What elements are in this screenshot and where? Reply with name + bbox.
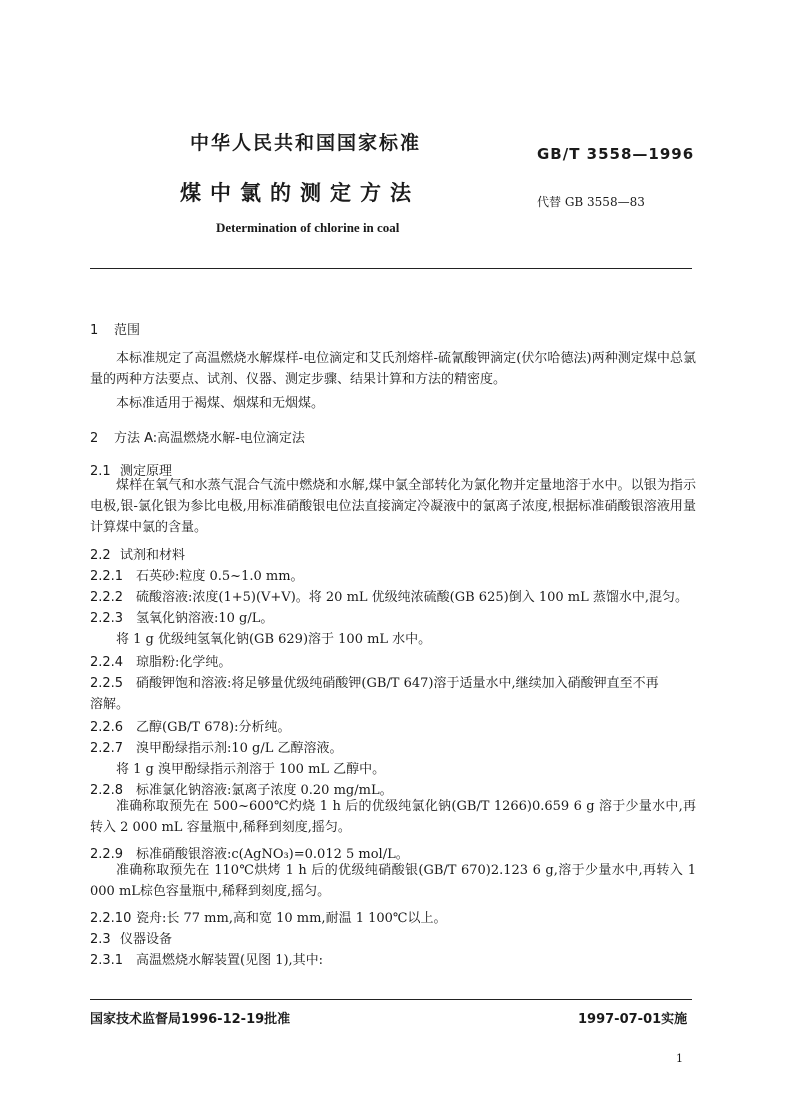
item-text: 高温燃烧水解装置(见图 1),其中: [136, 953, 324, 968]
item-number: 2.2.6 [90, 720, 124, 735]
item-number: 2.2.4 [90, 655, 124, 670]
item-2-2-5-continuation: 溶解。 [90, 697, 130, 712]
item-2-2-3-detail: 将 1 g 优级纯氢氧化钠(GB 629)溶于 100 mL 水中。 [116, 632, 432, 647]
item-2-2-4 [90, 651, 231, 670]
page-number: 1 [676, 1052, 683, 1065]
item-number: 2.2.2 [90, 590, 124, 605]
section-2-heading [90, 427, 305, 446]
item-2-2-6 [90, 716, 290, 735]
section-title: 仪器设备 [120, 932, 173, 947]
section-1-heading [90, 319, 140, 338]
item-text: 标准氯化钠溶液:氯离子浓度 0.20 mg/mL。 [136, 783, 393, 798]
standard-type-heading: 中华人民共和国国家标准 [190, 132, 422, 154]
item-text: 溴甲酚绿指示剂:10 g/L 乙醇溶液。 [136, 741, 343, 756]
section-number: 2 [90, 431, 99, 446]
item-2-2-9-detail: 准确称取预先在 110℃烘烤 1 h 后的优级纯硝酸银(GB/T 670)2.123 6 g,溶于少量水中,再转入 1 000 mL棕色容量瓶中,稀释到刻度,摇匀。 [90, 863, 696, 899]
section-title: 范围 [114, 323, 141, 338]
section-number: 2.2 [90, 548, 111, 563]
item-2-2-3 [90, 607, 273, 626]
item-text: 硝酸钾饱和溶液:将足够量优级纯硝酸钾(GB/T 647)溶于适量水中,继续加入硝酸钾直至不再 [136, 676, 659, 691]
item-2-2-1 [90, 565, 304, 584]
english-title: Determination of chlorine in coal [216, 220, 400, 235]
section-title: 测定原理 [120, 464, 173, 479]
section-2-2-heading [90, 544, 185, 563]
header-divider [90, 268, 692, 269]
section-2-3-heading [90, 928, 172, 947]
document-title: 煤中氯的测定方法 [180, 181, 420, 205]
item-number: 2.2.5 [90, 676, 124, 691]
item-2-3-1 [90, 949, 323, 968]
item-2-2-5 [90, 672, 659, 691]
section-1-paragraph-2: 本标准适用于褐煤、烟煤和无烟煤。 [116, 396, 325, 411]
item-number: 2.2.3 [90, 611, 124, 626]
item-number: 2.3.1 [90, 953, 124, 968]
section-title: 试剂和材料 [120, 548, 186, 563]
item-number: 2.2.10 [90, 911, 132, 926]
implementation-date: 1997-07-01实施 [578, 1012, 688, 1027]
item-2-2-7 [90, 737, 343, 756]
item-2-2-10 [90, 907, 446, 926]
item-2-2-2 [90, 586, 688, 605]
section-1-paragraph-1: 本标准规定了高温燃烧水解煤样-电位滴定和艾氏剂熔样-硫氰酸钾滴定(伏尔哈德法)两种测定煤中总氯量的两种方法要点、试剂、仪器、测定步骤、结果计算和方法的精密度。 [90, 351, 696, 387]
item-text: 石英砂:粒度 0.5~1.0 mm。 [136, 569, 304, 584]
replaces-note: 代替 GB 3558—83 [537, 195, 645, 209]
item-number: 2.2.9 [90, 847, 124, 862]
item-text: 硫酸溶液:浓度(1+5)(V+V)。将 20 mL 优级纯浓硫酸(GB 625)倒入 100 mL 蒸馏水中,混匀。 [136, 590, 688, 605]
item-text: 标准硝酸银溶液:c(AgNO₃)=0.012 5 mol/L。 [136, 847, 409, 862]
section-number: 2.1 [90, 464, 111, 479]
standard-code: GB/T 3558—1996 [537, 145, 695, 163]
item-2-2-7-detail: 将 1 g 溴甲酚绿指示剂溶于 100 mL 乙醇中。 [116, 762, 386, 777]
section-title: 方法 A:高温燃烧水解-电位滴定法 [114, 431, 305, 446]
item-number: 2.2.1 [90, 569, 124, 584]
item-text: 琼脂粉:化学纯。 [136, 655, 232, 670]
item-number: 2.2.8 [90, 783, 124, 798]
section-number: 1 [90, 323, 99, 338]
item-text: 氢氧化钠溶液:10 g/L。 [136, 611, 274, 626]
approval-date: 国家技术监督局1996-12-19批准 [90, 1012, 291, 1027]
footer-divider [90, 999, 692, 1000]
item-text: 瓷舟:长 77 mm,高和宽 10 mm,耐温 1 100℃以上。 [136, 911, 447, 926]
section-number: 2.3 [90, 932, 111, 947]
section-2-1-paragraph: 煤样在氧气和水蒸气混合气流中燃烧和水解,煤中氯全部转化为氯化物并定量地溶于水中。以银为指示电极,银-氯化银为参比电极,用标准硝酸银电位法直接滴定冷凝液中的氯离子浓度,根据标准硝酸银溶液用量计算煤中氯的含量。 [90, 478, 696, 535]
item-2-2-8-detail: 准确称取预先在 500~600℃灼烧 1 h 后的优级纯氯化钠(GB/T 1266)0.659 6 g 溶于少量水中,再转入 2 000 mL 容量瓶中,稀释到刻度,摇匀。 [90, 799, 696, 835]
item-text: 乙醇(GB/T 678):分析纯。 [136, 720, 291, 735]
item-number: 2.2.7 [90, 741, 124, 756]
